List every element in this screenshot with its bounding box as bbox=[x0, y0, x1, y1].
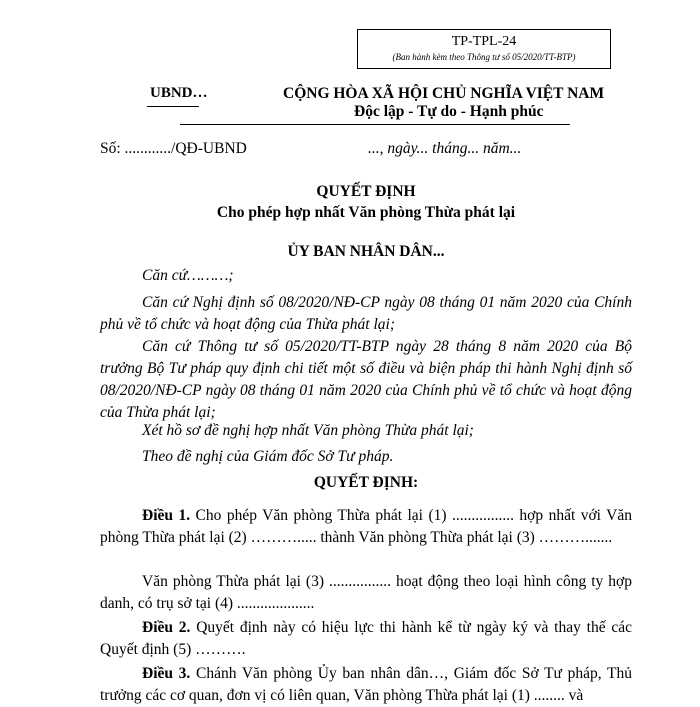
motto-underline bbox=[180, 124, 570, 125]
article-label: Điều 3. bbox=[142, 665, 191, 682]
article-1 bbox=[100, 505, 632, 549]
article-label: Điều 1. bbox=[142, 507, 191, 524]
article-1-extra: Văn phòng Thừa phát lại (3) ................ hoạt động theo loại hình công ty hợp danh, có trụ sở tại (4) .................... bbox=[100, 573, 632, 612]
basis-line: Xét hồ sơ đề nghị hợp nhất Văn phòng Thừa phát lại; bbox=[142, 422, 474, 439]
form-code: TP-TPL-24 bbox=[451, 34, 517, 49]
article-3 bbox=[100, 663, 632, 707]
basis-line: Căn cứ………; bbox=[142, 267, 234, 284]
nation-name: CỘNG HÒA XÃ HỘI CHỦ NGHĨA VIỆT NAM bbox=[283, 85, 605, 102]
agency-name: UBND… bbox=[150, 85, 208, 101]
article-text: Chánh Văn phòng Ủy ban nhân dân…, Giám đốc Sở Tư pháp, Thủ trưởng các cơ quan, đơn vị có liên quan, Văn phòng Thừa phát lại (1) ........ và bbox=[100, 665, 633, 704]
national-motto: Độc lập - Tự do - Hạnh phúc bbox=[354, 103, 544, 120]
document-title: QUYẾT ĐỊNH bbox=[316, 183, 416, 200]
article-text: Cho phép Văn phòng Thừa phát lại (1) ................ hợp nhất với Văn phòng Thừa phát lại (2) ………..... thành Văn phòng Thừa phát lại (3) ………....... bbox=[100, 507, 632, 546]
decision-heading: QUYẾT ĐỊNH: bbox=[313, 474, 419, 491]
article-label: Điều 2. bbox=[142, 619, 191, 636]
document-subtitle: Cho phép hợp nhất Văn phòng Thừa phát lại bbox=[216, 204, 516, 221]
form-code-box bbox=[357, 29, 611, 69]
basis-line: Theo đề nghị của Giám đốc Sở Tư pháp. bbox=[142, 448, 394, 465]
place-date: ..., ngày... tháng... năm... bbox=[368, 140, 522, 157]
basis-line: Căn cứ Thông tư số 05/2020/TT-BTP ngày 28 tháng 8 năm 2020 của Bộ trưởng Bộ Tư pháp quy định chi tiết một số điều và biện pháp thi hành Nghị định số 08/2020/NĐ-CP ngày 08 tháng 01 năm 2020 của Chính phủ về tổ chức và hoạt động của Thừa phát lại; bbox=[100, 338, 632, 421]
basis-line: Căn cứ Nghị định số 08/2020/NĐ-CP ngày 08 tháng 01 năm 2020 của Chính phủ về tổ chức và hoạt động của Thừa phát lại; bbox=[100, 294, 632, 333]
document-number: Số: ............/QĐ-UBND bbox=[100, 140, 247, 157]
form-note: (Ban hành kèm theo Thông tư số 05/2020/TT-BTP) bbox=[392, 52, 576, 62]
agency-underline bbox=[147, 106, 199, 107]
issuing-authority: ỦY BAN NHÂN DÂN... bbox=[287, 243, 445, 260]
article-2 bbox=[100, 617, 632, 661]
article-text: Quyết định này có hiệu lực thi hành kể từ ngày ký và thay thế các Quyết định (5) ………. bbox=[100, 619, 633, 658]
